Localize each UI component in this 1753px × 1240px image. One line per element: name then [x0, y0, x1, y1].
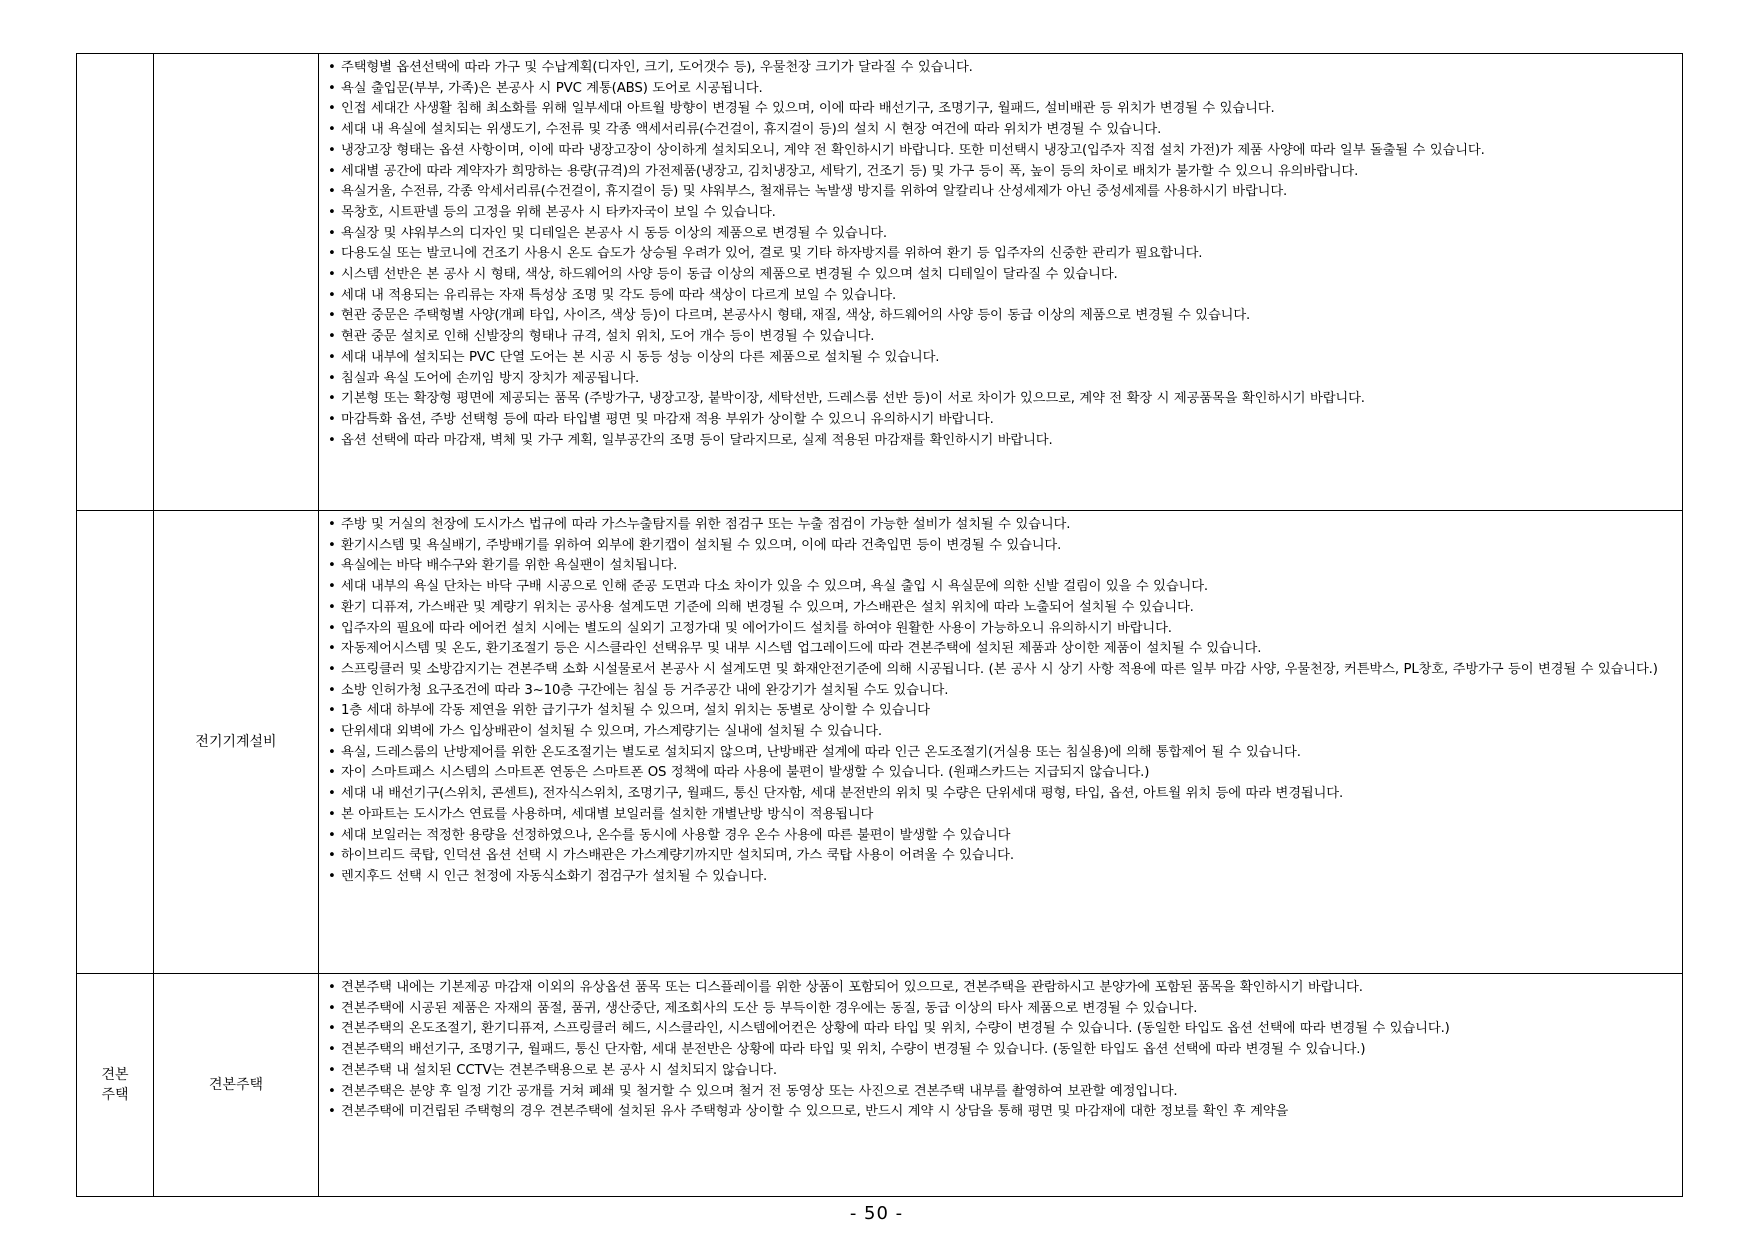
- notice-item: • 옵션 선택에 따라 마감재, 벽체 및 가구 계획, 일부공간의 조명 등이 달라지므로, 실제 적용된 마감재를 확인하시기 바랍니다.: [327, 431, 1672, 452]
- notice-item: • 환기시스템 및 욕실배기, 주방배기를 위하여 외부에 환기캡이 설치될 수 있으며, 이에 따라 건축입면 등이 변경될 수 있습니다.: [327, 536, 1672, 557]
- notice-item: • 소방 인허가청 요구조건에 따라 3~10층 구간에는 침실 등 거주공간 내에 완강기가 설치될 수도 있습니다.: [327, 681, 1672, 702]
- items-cell: [319, 974, 1683, 1197]
- notice-list: [327, 58, 1672, 451]
- notice-item: • 욕실거울, 수전류, 각종 악세서리류(수건걸이, 휴지걸이 등) 및 샤워부스, 철재류는 녹발생 방지를 위하여 알칼리나 산성세제가 아닌 중성세제를 사용하시기 바랍니다.: [327, 182, 1672, 203]
- notice-item: • 냉장고장 형태는 옵션 사항이며, 이에 따라 냉장고장이 상이하게 설치되오니, 계약 전 확인하시기 바랍니다. 또한 미선택시 냉장고(입주자 직접 설치 가전)가 제품 사양에 따라 일부 돌출될 수 있습니다.: [327, 141, 1672, 162]
- notice-item: • 목창호, 시트판넬 등의 고정을 위해 본공사 시 타카자국이 보일 수 있습니다.: [327, 203, 1672, 224]
- notice-item: • 세대 내부에 설치되는 PVC 단열 도어는 본 시공 시 동등 성능 이상의 다른 제품으로 설치될 수 있습니다.: [327, 348, 1672, 369]
- subcategory-cell: [154, 54, 319, 511]
- notice-item: • 견본주택에 미건립된 주택형의 경우 견본주택에 설치된 유사 주택형과 상이할 수 있으므로, 반드시 계약 시 상담을 통해 평면 및 마감재에 대한 정보를 확인 후 계약을: [327, 1102, 1672, 1123]
- notice-item: • 입주자의 필요에 따라 에어컨 설치 시에는 별도의 실외기 고정가대 및 에어가이드 설치를 하여야 원활한 사용이 가능하오니 유의하시기 바랍니다.: [327, 619, 1672, 640]
- notice-item: • 다용도실 또는 발코니에 건조기 사용시 온도 습도가 상승될 우려가 있어, 결로 및 기타 하자방지를 위하여 환기 등 입주자의 신중한 관리가 필요합니다.: [327, 244, 1672, 265]
- notice-item: • 견본주택 내에는 기본제공 마감재 이외의 유상옵션 품목 또는 디스플레이를 위한 상품이 포함되어 있으므로, 견본주택을 관람하시고 분양가에 포함된 품목을 확인하시기 바랍니다.: [327, 978, 1672, 999]
- notice-item: • 인접 세대간 사생활 침해 최소화를 위해 일부세대 아트월 방향이 변경될 수 있으며, 이에 따라 배선기구, 조명기구, 월패드, 설비배관 등 위치가 변경될 수 있습니다.: [327, 99, 1672, 120]
- notice-item: • 세대 내 적용되는 유리류는 자재 특성상 조명 및 각도 등에 따라 색상이 다르게 보일 수 있습니다.: [327, 286, 1672, 307]
- notice-item: • 견본주택에 시공된 제품은 자재의 품절, 품귀, 생산중단, 제조회사의 도산 등 부득이한 경우에는 동질, 동급 이상의 타사 제품으로 변경될 수 있습니다.: [327, 999, 1672, 1020]
- section-row-interior: [77, 54, 1683, 511]
- notice-table: [76, 53, 1683, 1197]
- notice-item: • 기본형 또는 확장형 평면에 제공되는 품목 (주방가구, 냉장고장, 붙박이장, 세탁선반, 드레스룸 선반 등)이 서로 차이가 있으므로, 계약 전 확장 시 제공품목을 확인하시기 바랍니다.: [327, 389, 1672, 410]
- notice-item: • 견본주택의 배선기구, 조명기구, 월패드, 통신 단자함, 세대 분전반은 상황에 따라 타입 및 위치, 수량이 변경될 수 있습니다. (동일한 타입도 옵션 선택에 따라 변경될 수 있습니다.): [327, 1040, 1672, 1061]
- notice-item: • 1층 세대 하부에 각동 제연을 위한 급기구가 설치될 수 있으며, 설치 위치는 동별로 상이할 수 있습니다: [327, 701, 1672, 722]
- notice-list: [327, 515, 1672, 888]
- subcategory-cell: 견본주택: [154, 974, 319, 1197]
- notice-item: • 침실과 욕실 도어에 손끼임 방지 장치가 제공됩니다.: [327, 369, 1672, 390]
- notice-item: • 욕실, 드레스룸의 난방제어를 위한 온도조절기는 별도로 설치되지 않으며, 난방배관 설계에 따라 인근 온도조절기(거실용 또는 침실용)에 의해 통합제어 될 수 있습니다.: [327, 743, 1672, 764]
- notice-item: • 자이 스마트패스 시스템의 스마트폰 연동은 스마트폰 OS 정책에 따라 사용에 불편이 발생할 수 있습니다. (원패스카드는 지급되지 않습니다.): [327, 763, 1672, 784]
- notice-item: • 욕실에는 바닥 배수구와 환기를 위한 욕실팬이 설치됩니다.: [327, 556, 1672, 577]
- notice-item: • 견본주택은 분양 후 일정 기간 공개를 거쳐 폐쇄 및 철거할 수 있으며 철거 전 동영상 또는 사진으로 견본주택 내부를 촬영하여 보관할 예정입니다.: [327, 1082, 1672, 1103]
- subcategory-cell: 전기기계설비: [154, 511, 319, 974]
- notice-item: • 본 아파트는 도시가스 연료를 사용하며, 세대별 보일러를 설치한 개별난방 방식이 적용됩니다: [327, 805, 1672, 826]
- notice-item: • 현관 중문 설치로 인해 신발장의 형태나 규격, 설치 위치, 도어 개수 등이 변경될 수 있습니다.: [327, 327, 1672, 348]
- notice-item: • 스프링클러 및 소방감지기는 견본주택 소화 시설물로서 본공사 시 설계도면 및 화재안전기준에 의해 시공됩니다. (본 공사 시 상기 사항 적용에 따른 일부 마감 사양, 우물천장, 커튼박스, PL창호, 주방가구 등이 변경될 수 있습니다.): [327, 660, 1672, 681]
- items-cell: [319, 54, 1683, 511]
- notice-item: • 욕실장 및 샤워부스의 디자인 및 디테일은 본공사 시 동등 이상의 제품으로 변경될 수 있습니다.: [327, 224, 1672, 245]
- category-cell: [77, 511, 154, 974]
- notice-item: • 환기 디퓨져, 가스배관 및 계량기 위치는 공사용 설계도면 기준에 의해 변경될 수 있으며, 가스배관은 설치 위치에 따라 노출되어 설치될 수 있습니다.: [327, 598, 1672, 619]
- notice-item: • 렌지후드 선택 시 인근 천정에 자동식소화기 점검구가 설치될 수 있습니다.: [327, 867, 1672, 888]
- notice-item: • 시스템 선반은 본 공사 시 형태, 색상, 하드웨어의 사양 등이 동급 이상의 제품으로 변경될 수 있으며 설치 디테일이 달라질 수 있습니다.: [327, 265, 1672, 286]
- notice-list: [327, 978, 1672, 1123]
- notice-item: • 마감특화 옵션, 주방 선택형 등에 따라 타입별 평면 및 마감재 적용 부위가 상이할 수 있으니 유의하시기 바랍니다.: [327, 410, 1672, 431]
- category-cell: [77, 54, 154, 511]
- notice-item: • 하이브리드 쿡탑, 인덕션 옵션 선택 시 가스배관은 가스계량기까지만 설치되며, 가스 쿡탑 사용이 어려울 수 있습니다.: [327, 846, 1672, 867]
- notice-item: • 단위세대 외벽에 가스 입상배관이 설치될 수 있으며, 가스계량기는 실내에 설치될 수 있습니다.: [327, 722, 1672, 743]
- page-number: - 50 -: [849, 1203, 904, 1224]
- notice-item: • 현관 중문은 주택형별 사양(개폐 타입, 사이즈, 색상 등)이 다르며, 본공사시 형태, 재질, 색상, 하드웨어의 사양 등이 동급 이상의 제품으로 변경될 수 있습니다.: [327, 306, 1672, 327]
- category-cell: 견본 주택: [77, 974, 154, 1197]
- notice-item: • 견본주택의 온도조절기, 환기디퓨져, 스프링클러 헤드, 시스클라인, 시스템에어컨은 상황에 따라 타입 및 위치, 수량이 변경될 수 있습니다. (동일한 타입도 옵션 선택에 따라 변경될 수 있습니다.): [327, 1019, 1672, 1040]
- items-cell: [319, 511, 1683, 974]
- notice-item: • 주택형별 옵션선택에 따라 가구 및 수납계획(디자인, 크기, 도어갯수 등), 우물천장 크기가 달라질 수 있습니다.: [327, 58, 1672, 79]
- section-row-electrical: [77, 511, 1683, 974]
- notice-item: • 자동제어시스템 및 온도, 환기조절기 등은 시스클라인 선택유무 및 내부 시스템 업그레이드에 따라 견본주택에 설치된 제품과 상이한 제품이 설치될 수 있습니다.: [327, 639, 1672, 660]
- section-row-model-house: [77, 974, 1683, 1197]
- notice-item: • 세대별 공간에 따라 계약자가 희망하는 용량(규격)의 가전제품(냉장고, 김치냉장고, 세탁기, 건조기 등) 및 가구 등이 폭, 높이 등의 차이로 배치가 불가할 수 있으니 유의바랍니다.: [327, 162, 1672, 183]
- notice-item: • 세대 내부의 욕실 단차는 바닥 구배 시공으로 인해 준공 도면과 다소 차이가 있을 수 있으며, 욕실 출입 시 욕실문에 의한 신발 걸림이 있을 수 있습니다.: [327, 577, 1672, 598]
- notice-item: • 세대 내 욕실에 설치되는 위생도기, 수전류 및 각종 액세서리류(수건걸이, 휴지걸이 등)의 설치 시 현장 여건에 따라 위치가 변경될 수 있습니다.: [327, 120, 1672, 141]
- notice-item: • 세대 보일러는 적정한 용량을 선정하였으나, 온수를 동시에 사용할 경우 온수 사용에 따른 불편이 발생할 수 있습니다: [327, 826, 1672, 847]
- notice-item: • 욕실 출입문(부부, 가족)은 본공사 시 PVC 계통(ABS) 도어로 시공됩니다.: [327, 79, 1672, 100]
- notice-item: • 견본주택 내 설치된 CCTV는 견본주택용으로 본 공사 시 설치되지 않습니다.: [327, 1061, 1672, 1082]
- notice-item: • 주방 및 거실의 천장에 도시가스 법규에 따라 가스누출탐지를 위한 점검구 또는 누출 점검이 가능한 설비가 설치될 수 있습니다.: [327, 515, 1672, 536]
- notice-item: • 세대 내 배선기구(스위치, 콘센트), 전자식스위치, 조명기구, 월패드, 통신 단자함, 세대 분전반의 위치 및 수량은 단위세대 평형, 타입, 옵션, 아트월 위치 등에 따라 변경됩니다.: [327, 784, 1672, 805]
